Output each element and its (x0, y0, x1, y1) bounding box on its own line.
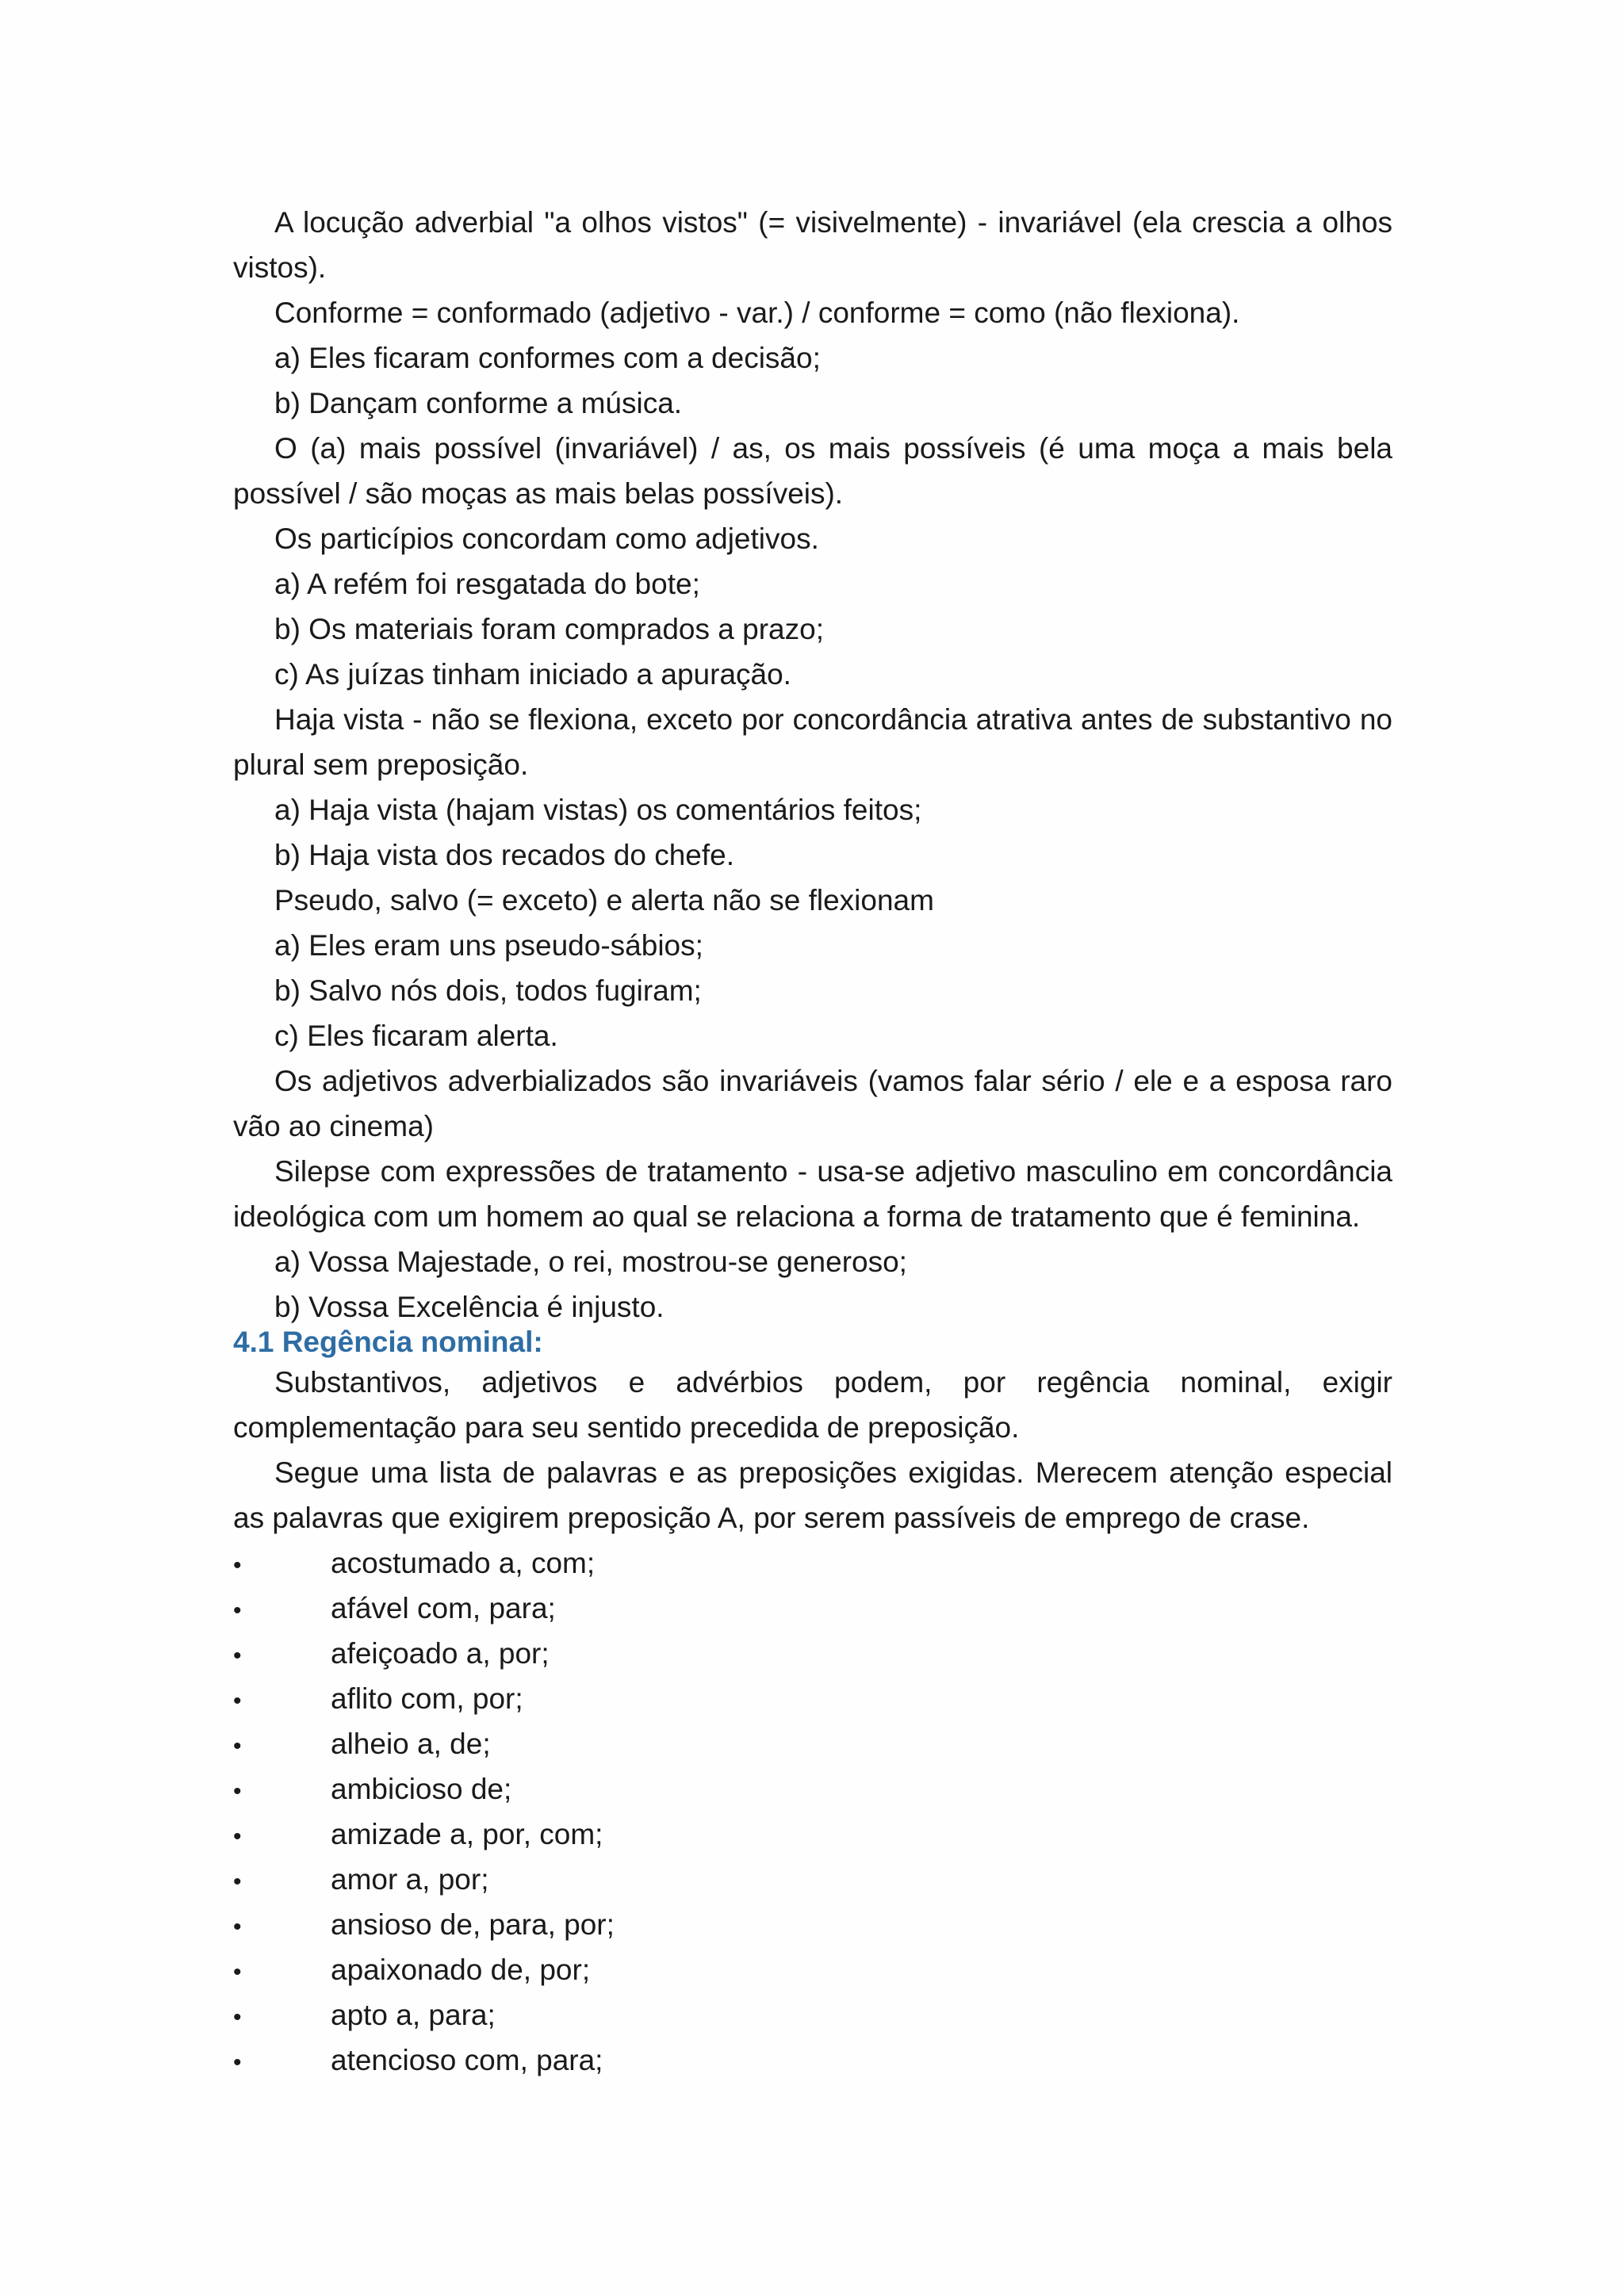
bullet-icon (233, 1540, 249, 1588)
example-item: c) As juízas tinham iniciado a apuração. (274, 658, 791, 691)
bullet-icon (233, 1721, 249, 1769)
paragraph-regencia-lista: Segue uma lista de palavras e as preposições exigidas. Merecem atenção especial as palavras que exigirem preposição A, por serem passíveis de emprego de crase. (233, 1456, 1392, 1534)
list-item-text: ansioso de, para, por; (331, 1908, 615, 1941)
list-item-text: ambicioso de; (331, 1773, 512, 1805)
paragraph-pseudo-salvo-alerta: Pseudo, salvo (= exceto) e alerta não se flexionam (274, 884, 934, 916)
example-item: b) Dançam conforme a música. (274, 387, 683, 419)
list-item (233, 1540, 1392, 1586)
example-item: a) Eles eram uns pseudo-sábios; (274, 929, 703, 962)
bullet-icon (233, 1586, 249, 1633)
list-item (233, 2038, 1392, 2083)
paragraph-regencia-intro: Substantivos, adjetivos e advérbios podem, por regência nominal, exigir complementação para seu sentido precedida de preposição. (233, 1366, 1392, 1444)
paragraph-participios: Os particípios concordam como adjetivos. (274, 522, 819, 555)
list-item (233, 1812, 1392, 1857)
list-item (233, 1721, 1392, 1766)
paragraph-silepse: Silepse com expressões de tratamento - usa-se adjetivo masculino em concordância ideológica com um homem ao qual se relaciona a forma de tratamento que é feminina. (233, 1155, 1392, 1233)
example-item: b) Os materiais foram comprados a prazo; (274, 613, 824, 645)
list-item (233, 1631, 1392, 1676)
bullet-icon (233, 1676, 249, 1724)
list-item-text: alheio a, de; (331, 1728, 491, 1760)
paragraph-mais-possivel: O (a) mais possível (invariável) / as, os mais possíveis (é uma moça a mais bela possível / são moças as mais belas possíveis). (233, 432, 1392, 510)
list-item-text: apto a, para; (331, 1999, 496, 2031)
list-item-text: atencioso com, para; (331, 2044, 603, 2076)
bullet-icon (233, 1631, 249, 1678)
list-item (233, 1902, 1392, 1947)
list-item-text: apaixonado de, por; (331, 1954, 591, 1986)
example-item: b) Salvo nós dois, todos fugiram; (274, 974, 702, 1007)
section-heading: 4.1 Regência nominal: (233, 1326, 543, 1358)
list-item-text: afeiçoado a, por; (331, 1637, 550, 1670)
list-item-text: afável com, para; (331, 1592, 556, 1624)
bullet-icon (233, 1766, 249, 1814)
paragraph-conforme: Conforme = conformado (adjetivo - var.) / conforme = como (não flexiona). (274, 297, 1240, 329)
bullet-icon (233, 1812, 249, 1859)
paragraph-olhos-vistos: A locução adverbial "a olhos vistos" (= visivelmente) - invariável (ela crescia a olhos vistos). (233, 206, 1392, 284)
list-item-text: amizade a, por, com; (331, 1818, 603, 1850)
preposition-list (233, 1540, 1392, 2083)
example-item: a) A refém foi resgatada do bote; (274, 568, 700, 600)
bullet-icon (233, 1992, 249, 2040)
example-item: c) Eles ficaram alerta. (274, 1020, 558, 1052)
example-item: b) Haja vista dos recados do chefe. (274, 839, 734, 871)
paragraph-haja-vista: Haja vista - não se flexiona, exceto por concordância atrativa antes de substantivo no plural sem preposição. (233, 703, 1392, 781)
bullet-icon (233, 1947, 249, 1995)
example-item: a) Haja vista (hajam vistas) os comentários feitos; (274, 794, 922, 826)
list-item (233, 1992, 1392, 2038)
list-item (233, 1676, 1392, 1721)
bullet-icon (233, 2038, 249, 2085)
list-item-text: acostumado a, com; (331, 1547, 596, 1579)
list-item-text: aflito com, por; (331, 1682, 523, 1715)
bullet-icon (233, 1902, 249, 1950)
list-item-text: amor a, por; (331, 1863, 489, 1896)
list-item (233, 1857, 1392, 1902)
document-body (233, 200, 1392, 2083)
example-item: a) Vossa Majestade, o rei, mostrou-se generoso; (274, 1246, 907, 1278)
example-item: b) Vossa Excelência é injusto. (274, 1291, 665, 1323)
paragraph-adjetivos-adverbializados: Os adjetivos adverbializados são invariáveis (vamos falar sério / ele e a esposa raro vão ao cinema) (233, 1065, 1392, 1142)
example-item: a) Eles ficaram conformes com a decisão; (274, 342, 821, 374)
list-item (233, 1586, 1392, 1631)
bullet-icon (233, 1857, 249, 1904)
list-item (233, 1766, 1392, 1812)
list-item (233, 1947, 1392, 1992)
